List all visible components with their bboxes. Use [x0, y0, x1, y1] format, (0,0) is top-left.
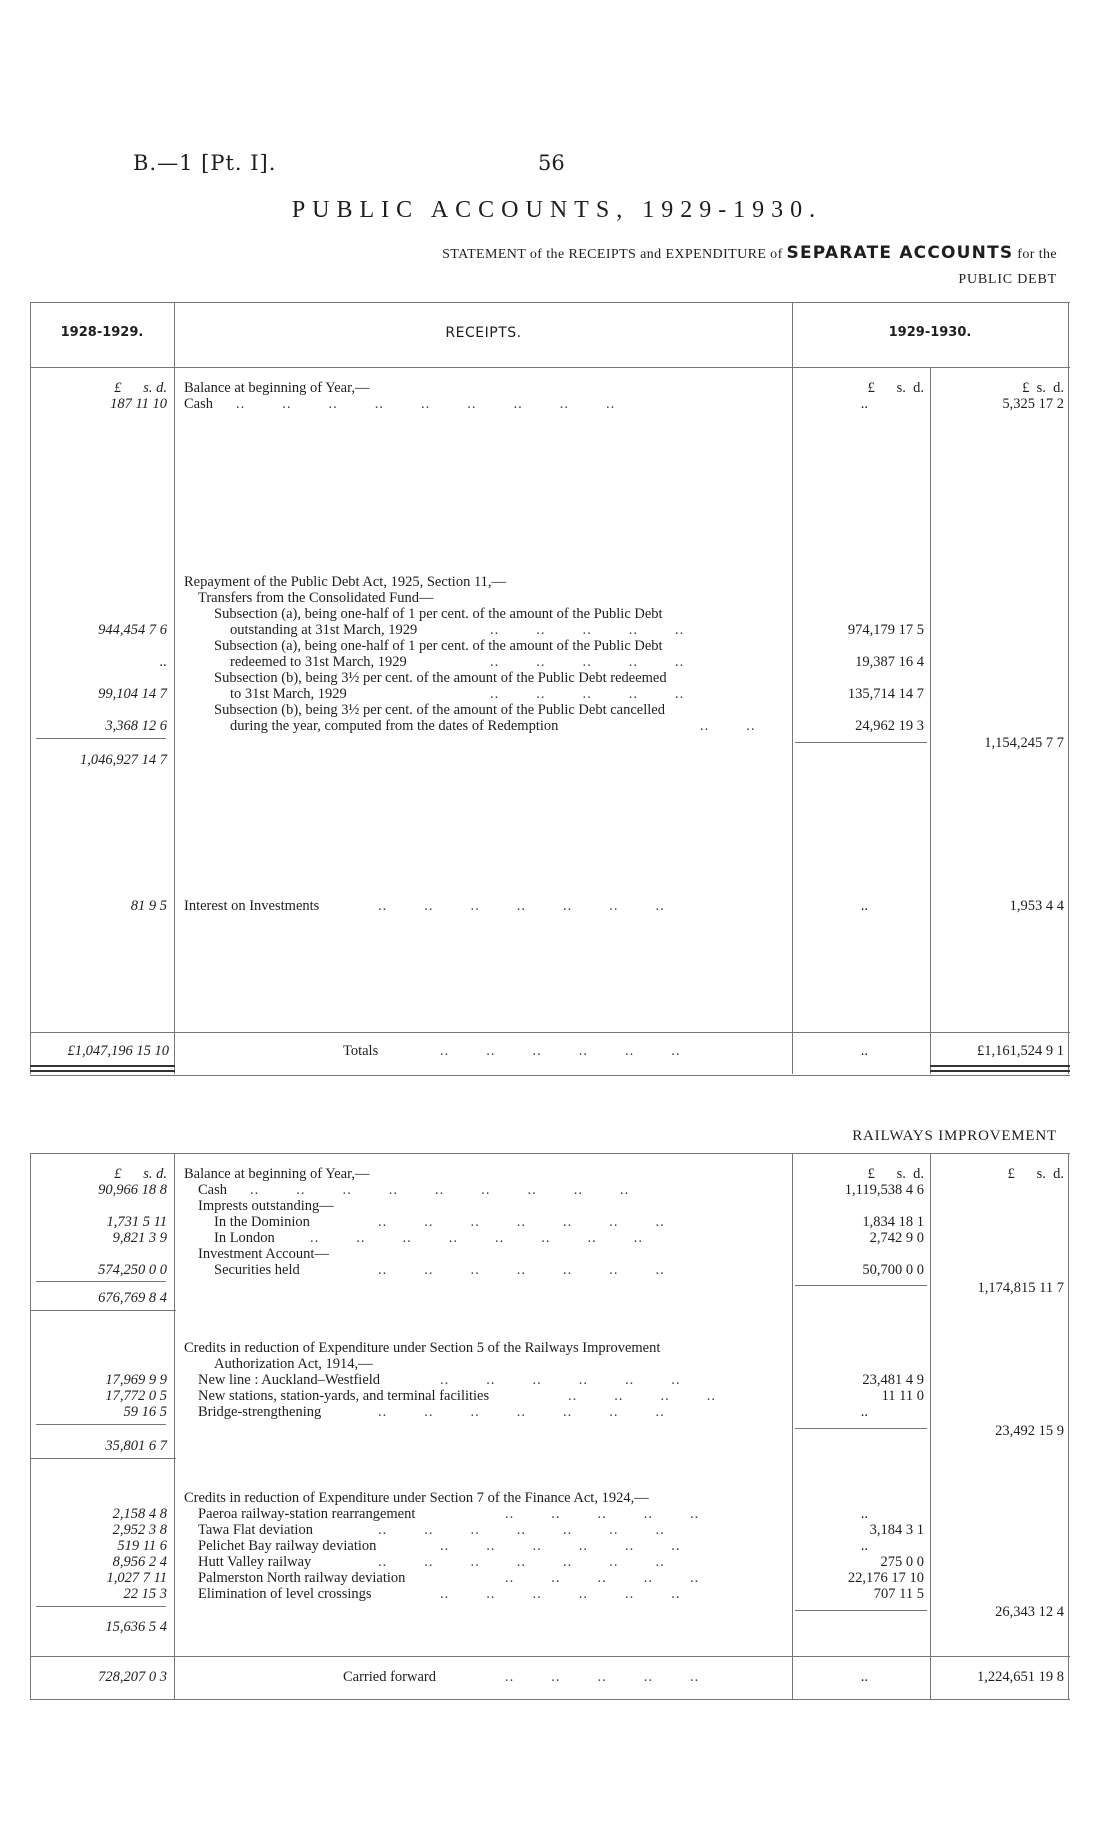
cash-mid: ..	[860, 396, 868, 412]
leader-dots: .. .. .. .. .. .. .. .. ..	[250, 1182, 630, 1198]
interest-curr: 1,953 4 4	[1009, 898, 1064, 914]
prev-value: 1,027 7 11	[106, 1570, 167, 1586]
table1-divider-1	[174, 302, 175, 1074]
balance-curr-total: 1,174,815 11 7	[977, 1280, 1064, 1296]
subsection-line1: Subsection (a), being one-half of 1 per cent. of the amount of the Public Debt	[214, 638, 663, 654]
table2-bottom-rule	[30, 1699, 1070, 1700]
carried-prev: 728,207 0 3	[98, 1669, 167, 1685]
pence-unit: d.	[156, 380, 167, 396]
pound-unit: £	[867, 380, 875, 396]
curr-value: ..	[860, 1506, 868, 1522]
shilling-unit: s.	[896, 380, 906, 396]
table2-divider-1	[174, 1153, 175, 1699]
leader-dots: .. .. .. .. ..	[505, 1669, 700, 1685]
leader-dots: .. .. .. .. .. .. .. .. ..	[236, 396, 616, 412]
column-header-receipts: RECEIPTS.	[445, 325, 522, 341]
carried-curr: 1,224,651 19 8	[977, 1669, 1064, 1685]
curr-value: 3,184 3 1	[869, 1522, 924, 1538]
shilling-unit: s.	[143, 380, 153, 396]
subtotal-rule	[36, 1606, 166, 1607]
table1-divider-3	[930, 367, 931, 1074]
carried-rule	[30, 1656, 1070, 1657]
table1-left-border	[30, 302, 31, 1074]
subtotal-rule	[36, 1281, 166, 1282]
prev-value: 944,454 7 6	[98, 622, 167, 638]
leader-dots: .. .. .. .. .. .. ..	[378, 1262, 665, 1278]
repayment-prev-total: 1,046,927 14 7	[80, 752, 167, 768]
credit-item-label: Tawa Flat deviation	[198, 1522, 313, 1538]
credit-item-label: Pelichet Bay railway deviation	[198, 1538, 377, 1554]
prev-value: ..	[159, 654, 167, 670]
transfers-label: Transfers from the Consolidated Fund—	[198, 590, 434, 606]
pound-unit: £	[114, 1166, 122, 1182]
subtotal-rule	[795, 1285, 927, 1286]
pence-unit: d.	[156, 1166, 167, 1182]
interest-label: Interest on Investments	[184, 898, 320, 914]
leader-dots: .. .. .. .. .. ..	[440, 1043, 681, 1059]
subsection-line1: Subsection (b), being 3½ per cent. of the amount of the Public Debt redeemed	[214, 670, 667, 686]
column-header-1929-1930: 1929-1930.	[888, 325, 972, 340]
credit-item-label: Elimination of level crossings	[198, 1586, 372, 1602]
balance-prev-total: 676,769 8 4	[98, 1290, 167, 1306]
pound-unit: £	[1022, 380, 1030, 396]
leader-dots: .. .. .. .. .. .. ..	[378, 1522, 665, 1538]
prev-value: 9,821 3 9	[112, 1230, 167, 1246]
leader-dots: .. .. .. .. ..	[490, 686, 685, 702]
credit-item-label: Paeroa railway-station rearrangement	[198, 1506, 416, 1522]
cash-label: Cash	[198, 1182, 227, 1198]
leader-dots: .. .. .. .. .. ..	[440, 1372, 681, 1388]
table2-left-border	[30, 1153, 31, 1699]
investment-label: Investment Account—	[198, 1246, 329, 1262]
mid-unit-header	[804, 380, 924, 397]
prev-value: 22 15 3	[123, 1586, 167, 1602]
curr-value: ..	[860, 1404, 868, 1420]
leader-dots: .. .. .. .. .. .. ..	[378, 1214, 665, 1230]
prev-value: 99,104 14 7	[98, 686, 167, 702]
repayment-curr-total: 1,154,245 7 7	[984, 735, 1064, 751]
column-header-1928-1929: 1928-1929.	[60, 325, 144, 340]
curr-value: 1,119,538 4 6	[844, 1182, 924, 1198]
table1-right-border	[1068, 302, 1069, 1074]
credit-item-label: New line : Auckland–Westfield	[198, 1372, 381, 1388]
pound-unit: £	[114, 380, 122, 396]
curr-value: 19,387 16 4	[855, 654, 924, 670]
table2-right-border	[1068, 1153, 1069, 1699]
securities-label: Securities held	[214, 1262, 300, 1278]
subtotal-rule	[795, 742, 927, 743]
pence-unit: d.	[913, 1166, 924, 1182]
pence-unit: d.	[1053, 1166, 1064, 1182]
curr-unit-header	[944, 1166, 1064, 1183]
carried-mid: ..	[860, 1669, 868, 1685]
subtotal-rule	[36, 1424, 166, 1425]
table1-divider-2	[792, 302, 793, 1074]
curr-value: 22,176 17 10	[847, 1570, 924, 1586]
curr-value: 2,742 9 0	[869, 1230, 924, 1246]
leader-dots: .. .. .. .. .. .. ..	[378, 898, 665, 914]
repayment-heading: Repayment of the Public Debt Act, 1925, Section 11,—	[184, 574, 507, 590]
credits5-heading: Credits in reduction of Expenditure under Section 5 of the Railways Improvement	[184, 1340, 661, 1356]
credit-item-label: Hutt Valley railway	[198, 1554, 312, 1570]
totals-prev: £1,047,196 15 10	[67, 1043, 169, 1059]
prev-value: 519 11 6	[117, 1538, 167, 1554]
balance-heading: Balance at beginning of Year,—	[184, 380, 370, 396]
curr-value: 50,700 0 0	[862, 1262, 924, 1278]
pound-unit: £	[1007, 1166, 1015, 1182]
prev-value: 8,956 2 4	[112, 1554, 167, 1570]
prev-value: 574,250 0 0	[98, 1262, 167, 1278]
double-rule	[930, 1070, 1070, 1072]
double-rule	[30, 1065, 175, 1067]
cash-total: 5,325 17 2	[1002, 396, 1064, 412]
shilling-unit: s.	[1036, 380, 1046, 396]
leader-dots: .. .. .. .. ..	[505, 1506, 700, 1522]
pence-unit: d.	[913, 380, 924, 396]
interest-prev: 81 9 5	[130, 898, 167, 914]
cash-label: Cash	[184, 396, 213, 412]
page-number: 56	[538, 151, 565, 175]
credits5-prev-total: 35,801 6 7	[105, 1438, 167, 1454]
subtotal-rule	[795, 1610, 927, 1611]
table1-header-rule	[30, 367, 1070, 368]
subsection-line1: Subsection (b), being 3½ per cent. of the amount of the Public Debt cancelled	[214, 702, 665, 718]
credit-item-label: Bridge-strengthening	[198, 1404, 322, 1420]
totals-curr: £1,161,524 9 1	[977, 1043, 1064, 1059]
subtotal-rule	[795, 1428, 927, 1429]
imprests-label: Imprests outstanding—	[198, 1198, 334, 1214]
shilling-unit: s.	[1036, 1166, 1046, 1182]
credits5-heading-line2: Authorization Act, 1914,—	[214, 1356, 373, 1372]
table2-top-rule	[30, 1153, 1070, 1154]
leader-dots: .. .. .. .. .. ..	[440, 1538, 681, 1554]
credits7-curr-total: 26,343 12 4	[995, 1604, 1064, 1620]
london-label: In London	[214, 1230, 275, 1246]
page-title: PUBLIC ACCOUNTS, 1929-1930.	[291, 197, 823, 223]
leader-dots: .. .. .. .. ..	[505, 1570, 700, 1586]
subsection-line2: redeemed to 31st March, 1929	[230, 654, 407, 670]
subsection-line2: to 31st March, 1929	[230, 686, 347, 702]
leader-dots: .. .. .. ..	[568, 1388, 716, 1404]
leader-dots: .. .. .. .. .. .. ..	[378, 1554, 665, 1570]
totals-label: Totals	[343, 1043, 379, 1059]
table1-top-rule	[30, 302, 1070, 303]
subsection-line1: Subsection (a), being one-half of 1 per cent. of the amount of the Public Debt	[214, 606, 663, 622]
prev-value: 2,952 3 8	[112, 1522, 167, 1538]
statement-bold: SEPARATE ACCOUNTS	[786, 243, 1014, 263]
curr-value: 974,179 17 5	[847, 622, 924, 638]
totals-rule	[30, 1032, 1070, 1033]
subtotal-rule	[36, 738, 166, 739]
account-name-public-debt: PUBLIC DEBT	[958, 272, 1057, 287]
pence-unit: d.	[1053, 380, 1064, 396]
leader-dots: .. ..	[700, 718, 756, 734]
prev-value: 1,731 5 11	[106, 1214, 167, 1230]
curr-value: 11 11 0	[881, 1388, 924, 1404]
curr-unit-header	[944, 380, 1064, 397]
balance-heading: Balance at beginning of Year,—	[184, 1166, 370, 1182]
credit-item-label: Palmerston North railway deviation	[198, 1570, 406, 1586]
mid-unit-header	[804, 1166, 924, 1183]
interest-mid: ..	[860, 898, 868, 914]
prev-unit-header	[37, 1166, 167, 1183]
prev-value: 90,966 18 8	[98, 1182, 167, 1198]
prev-cash-value: 187 11 10	[110, 396, 167, 412]
account-name-railways: RAILWAYS IMPROVEMENT	[852, 1128, 1057, 1144]
credits7-prev-total: 15,636 5 4	[105, 1619, 167, 1635]
curr-value: 275 0 0	[880, 1554, 924, 1570]
double-rule	[30, 1070, 175, 1072]
double-rule	[930, 1065, 1070, 1067]
subsection-line2: outstanding at 31st March, 1929	[230, 622, 418, 638]
prev-value: 17,969 9 9	[105, 1372, 167, 1388]
credits7-heading: Credits in reduction of Expenditure under Section 7 of the Finance Act, 1924,—	[184, 1490, 649, 1506]
leader-dots: .. .. .. .. .. ..	[440, 1586, 681, 1602]
curr-value: 707 11 5	[873, 1586, 924, 1602]
credits5-curr-total: 23,492 15 9	[995, 1423, 1064, 1439]
document-reference: B.—1 [Pt. I].	[133, 151, 277, 175]
prev-value: 3,368 12 6	[105, 718, 167, 734]
curr-value: 23,481 4 9	[862, 1372, 924, 1388]
curr-value: 24,962 19 3	[855, 718, 924, 734]
statement-prefix: STATEMENT of the RECEIPTS and EXPENDITURE of	[442, 247, 783, 262]
statement-heading	[442, 243, 1057, 263]
shilling-unit: s.	[143, 1166, 153, 1182]
table2-divider-3	[930, 1153, 931, 1699]
leader-dots: .. .. .. .. ..	[490, 654, 685, 670]
leader-dots: .. .. .. .. ..	[490, 622, 685, 638]
leader-dots: .. .. .. .. .. .. ..	[378, 1404, 665, 1420]
totals-mid: ..	[860, 1043, 868, 1059]
carried-label: Carried forward	[343, 1669, 436, 1685]
statement-suffix: for the	[1017, 247, 1057, 262]
prev-value: 17,772 0 5	[105, 1388, 167, 1404]
subtotal-rule	[30, 1310, 176, 1311]
pound-unit: £	[867, 1166, 875, 1182]
curr-value: 135,714 14 7	[847, 686, 924, 702]
table2-divider-2	[792, 1153, 793, 1699]
curr-value: 1,834 18 1	[862, 1214, 924, 1230]
curr-value: ..	[860, 1538, 868, 1554]
prev-unit-header	[37, 380, 167, 397]
subtotal-rule	[30, 1458, 176, 1459]
shilling-unit: s.	[896, 1166, 906, 1182]
credit-item-label: New stations, station-yards, and terminal facilities	[198, 1388, 490, 1404]
subsection-line2: during the year, computed from the dates of Redemption	[230, 718, 559, 734]
prev-value: 59 16 5	[123, 1404, 167, 1420]
leader-dots: .. .. .. .. .. .. .. ..	[310, 1230, 643, 1246]
table1-bottom-rule	[30, 1075, 1070, 1076]
dominion-label: In the Dominion	[214, 1214, 310, 1230]
prev-value: 2,158 4 8	[112, 1506, 167, 1522]
